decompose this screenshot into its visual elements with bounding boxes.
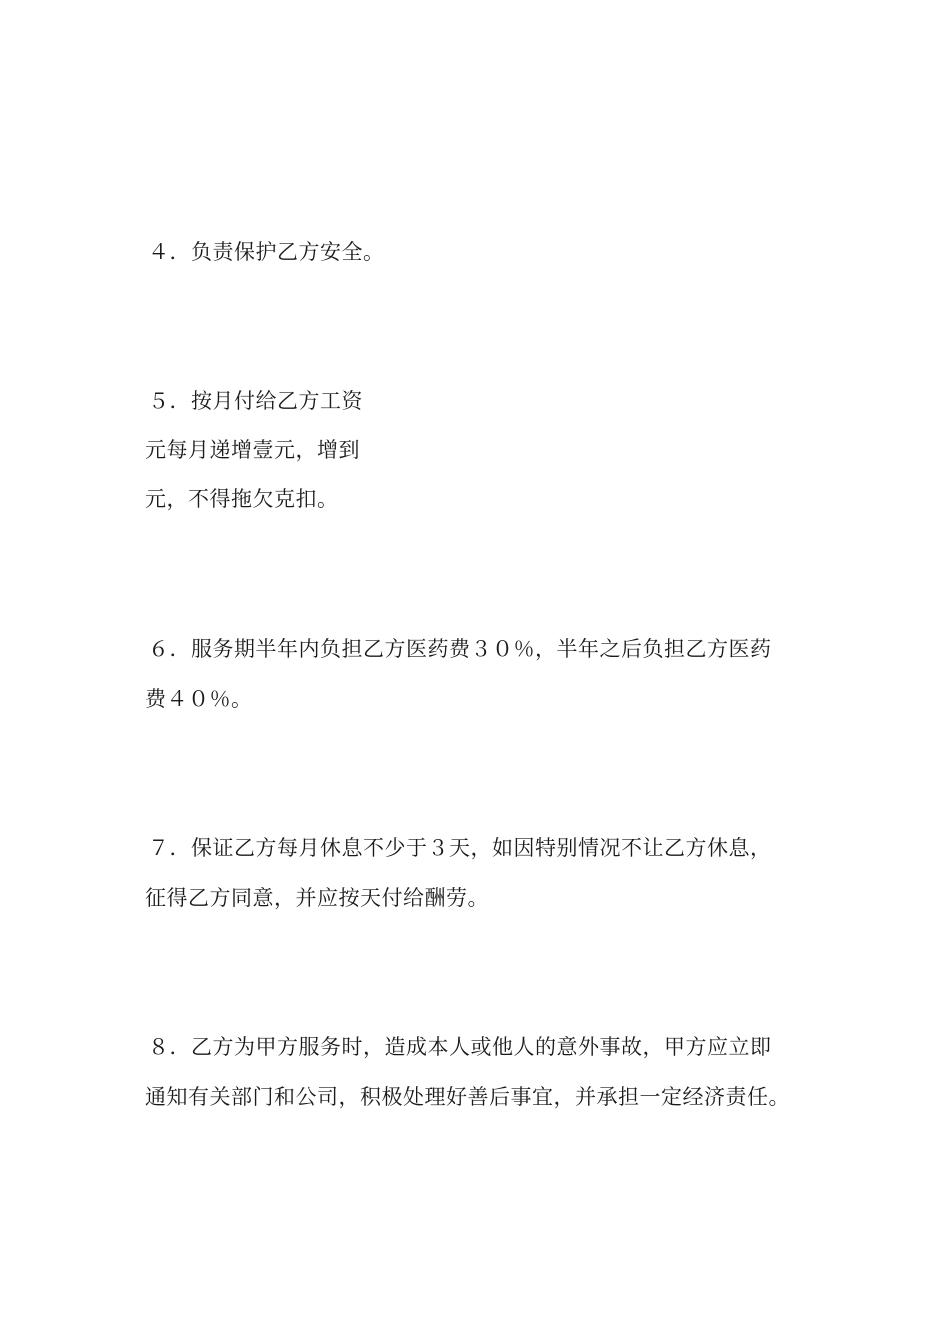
clause-6-line-1: ６．服务期半年内负担乙方医药费３０％，半年之后负担乙方医药: [148, 637, 772, 661]
clause-7-line-1: ７．保证乙方每月休息不少于３天，如因特别情况不让乙方休息，: [148, 836, 772, 860]
clause-5-line-3: 元，不得拖欠克扣。: [145, 487, 339, 511]
clause-7-line-2: 征得乙方同意，并应按天付给酬劳。: [145, 886, 489, 910]
clause-4-line-1: ４．负责保护乙方安全。: [148, 240, 385, 264]
clause-5-line-1: ５．按月付给乙方工资: [148, 389, 363, 413]
clause-6-line-2: 费４０％。: [145, 687, 253, 711]
clause-8-line-2: 通知有关部门和公司，积极处理好善后事宜，并承担一定经济责任。: [145, 1085, 790, 1109]
clause-5-line-2: 元每月递增壹元，增到: [145, 438, 360, 462]
clause-8-line-1: ８．乙方为甲方服务时，造成本人或他人的意外事故，甲方应立即: [148, 1035, 772, 1059]
